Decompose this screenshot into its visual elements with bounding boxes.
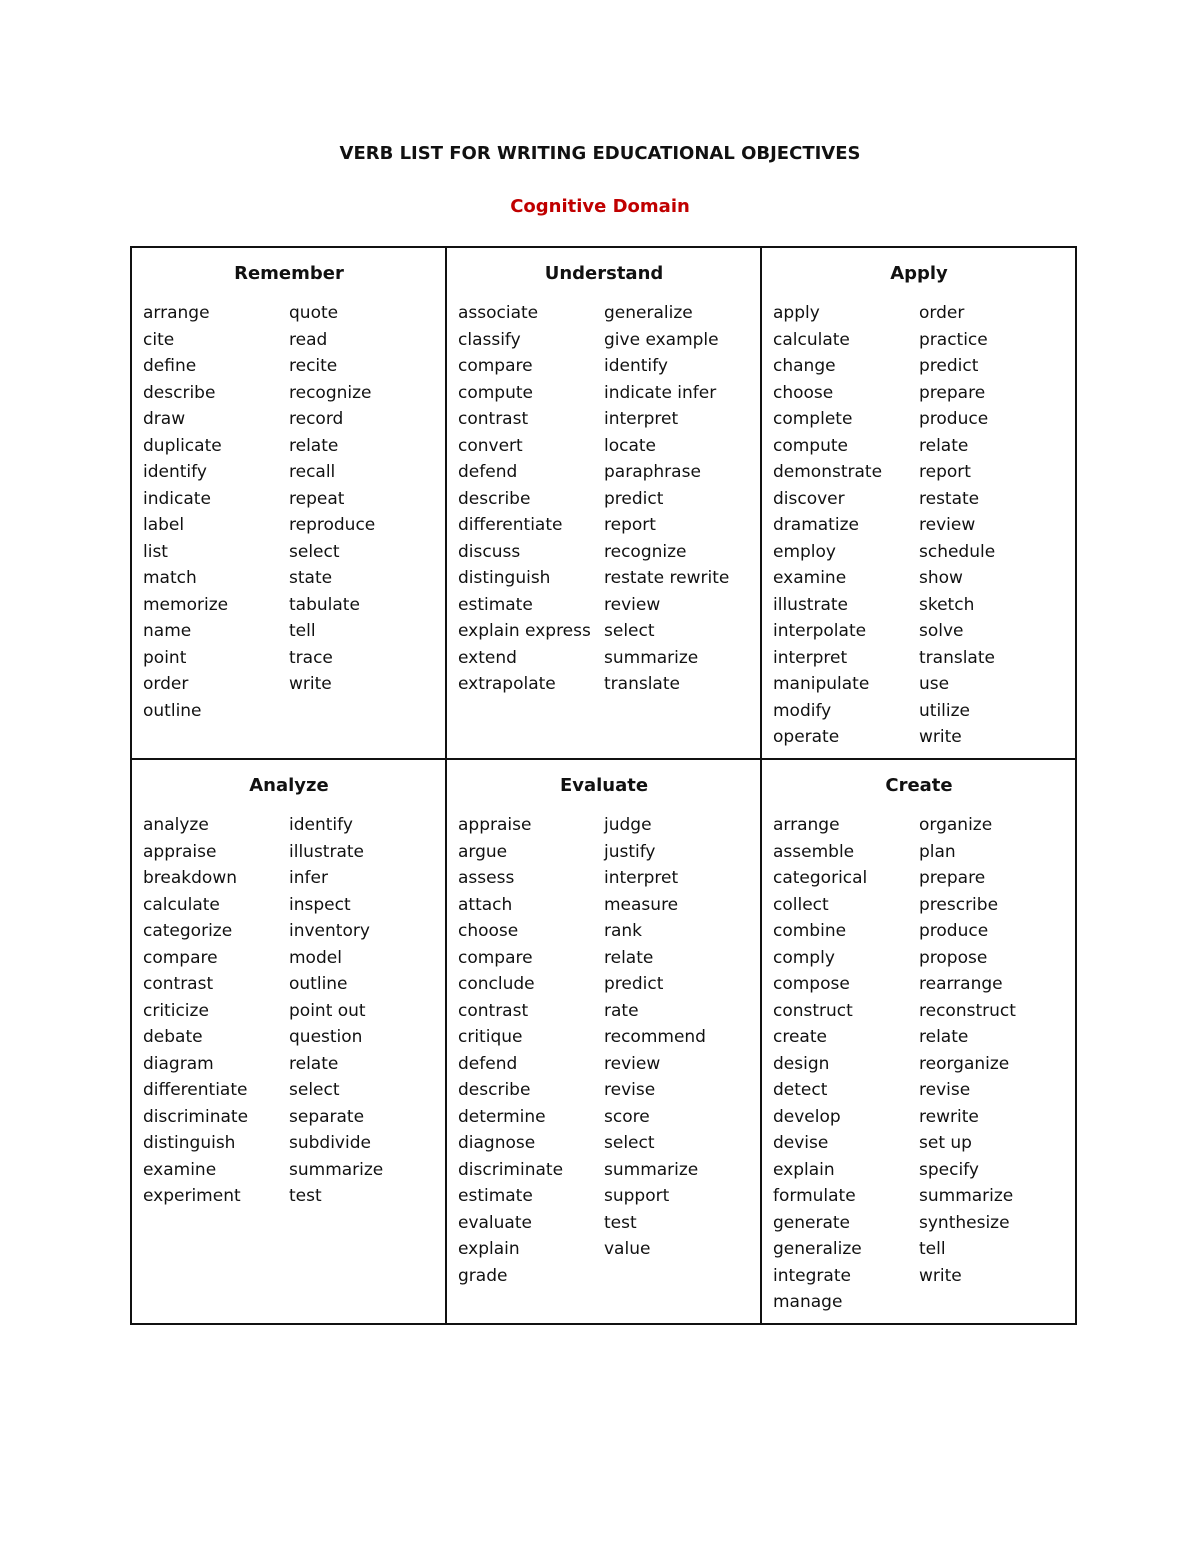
verb-item: prepare [919, 382, 986, 403]
verb-item: comply [773, 947, 835, 968]
verb-item: write [919, 1265, 962, 1286]
verb-item: identify [143, 462, 207, 482]
verb-item: plan [919, 841, 956, 862]
verb-item: compare [458, 947, 533, 968]
verb-item: review [604, 1053, 661, 1074]
verb-item: record [289, 409, 344, 429]
verb-item: tell [919, 1239, 946, 1259]
verb-item: associate [458, 303, 539, 323]
verb-item: recite [289, 356, 338, 376]
verb-item: choose [458, 921, 519, 941]
verb-item: generate [773, 1212, 851, 1233]
verb-item: compare [143, 947, 218, 968]
verb-item: score [604, 1106, 650, 1127]
verb-item: estimate [458, 594, 533, 615]
verb-item: sketch [919, 594, 975, 615]
verb-item: locate [604, 435, 657, 456]
verb-item: compute [773, 435, 848, 456]
verb-item: interpret [604, 409, 679, 429]
verb-item: discover [773, 488, 845, 509]
verb-item: interpret [604, 868, 679, 888]
verb-item: inspect [289, 894, 351, 915]
verb-item: relate [919, 435, 969, 456]
verb-item: develop [773, 1106, 841, 1127]
verb-item: collect [773, 894, 829, 915]
verb-item: extrapolate [458, 674, 556, 694]
verb-item: examine [143, 1159, 217, 1180]
verb-item: examine [773, 568, 847, 588]
verb-item: diagram [143, 1053, 214, 1074]
verb-item: practice [919, 329, 988, 350]
verb-item: reproduce [289, 515, 376, 535]
verb-item: state [289, 568, 333, 588]
verb-item: relate [289, 1053, 339, 1074]
verb-item: produce [919, 921, 989, 941]
verb-column [919, 300, 1065, 751]
verb-column [143, 300, 289, 724]
verb-item: utilize [919, 700, 970, 721]
verb-item: restate [919, 488, 980, 509]
verb-item: calculate [773, 329, 850, 350]
verb-item: summarize [604, 647, 699, 668]
verb-item: measure [604, 894, 679, 915]
verb-item: identify [604, 356, 668, 376]
verb-item: specify [919, 1159, 979, 1180]
verb-item: choose [773, 382, 834, 403]
verb-item: differentiate [143, 1080, 248, 1100]
verb-item: identify [289, 815, 353, 835]
verb-item: relate [289, 435, 339, 456]
verb-item: point [143, 647, 187, 668]
verb-item: reconstruct [919, 1000, 1016, 1021]
verb-item: support [604, 1186, 670, 1206]
verb-item: list [143, 541, 168, 562]
verb-item: diagnose [458, 1133, 536, 1153]
verb-item: synthesize [919, 1212, 1010, 1233]
page-subtitle: Cognitive Domain [510, 196, 690, 217]
verb-item: illustrate [289, 841, 364, 862]
verb-item: appraise [458, 815, 532, 835]
verb-item: inventory [289, 921, 370, 941]
verb-item: write [919, 727, 962, 747]
verb-item: dramatize [773, 515, 859, 535]
verb-item: rate [604, 1000, 639, 1021]
verb-item: explain express [458, 621, 591, 641]
verb-item: interpolate [773, 621, 867, 641]
verb-item: order [919, 303, 965, 323]
category-cell [761, 247, 1076, 759]
verb-column [773, 812, 919, 1316]
verb-item: operate [773, 727, 840, 747]
verb-item: rank [604, 921, 643, 941]
verb-item: experiment [143, 1186, 241, 1206]
verb-item: compose [773, 974, 850, 994]
verb-item: attach [458, 894, 513, 915]
verb-item: formulate [773, 1186, 856, 1206]
verb-item: relate [919, 1027, 969, 1047]
verb-item: distinguish [143, 1133, 236, 1153]
verb-item: detect [773, 1080, 828, 1100]
category-heading: Remember [234, 263, 344, 284]
verb-item: predict [919, 356, 979, 376]
verb-item: match [143, 568, 197, 588]
verb-item: prescribe [919, 894, 999, 915]
verb-item: model [289, 947, 342, 968]
verb-item: complete [773, 409, 853, 429]
verb-item: manipulate [773, 674, 870, 694]
verb-item: classify [458, 329, 521, 350]
verb-item: recognize [604, 541, 687, 562]
verb-item: generalize [773, 1239, 862, 1259]
verb-item: assemble [773, 841, 855, 862]
verb-item: devise [773, 1133, 829, 1153]
verb-item: cite [143, 329, 175, 350]
page-title: VERB LIST FOR WRITING EDUCATIONAL OBJECTIVES [339, 143, 861, 164]
verb-item: report [604, 515, 656, 535]
verb-item: discuss [458, 541, 521, 562]
verb-item: select [604, 621, 655, 641]
verb-item: value [604, 1239, 651, 1259]
verb-item: infer [289, 868, 328, 888]
verb-item: apply [773, 303, 820, 323]
verb-column [604, 812, 750, 1289]
verb-item: outline [143, 700, 202, 721]
verb-item: review [604, 594, 661, 615]
verb-item: summarize [604, 1159, 699, 1180]
verb-item: appraise [143, 841, 217, 862]
verb-item: criticize [143, 1000, 209, 1021]
verb-item: organize [919, 815, 993, 835]
category-cell [446, 759, 761, 1324]
verb-item: use [919, 674, 950, 694]
verb-item: rearrange [919, 974, 1003, 994]
verb-item: compare [458, 356, 533, 376]
verb-item: quote [289, 303, 339, 323]
verb-item: breakdown [143, 868, 237, 888]
verb-item: compute [458, 382, 533, 403]
verb-item: translate [604, 674, 680, 694]
verb-item: rewrite [919, 1106, 979, 1127]
verb-item: review [919, 515, 976, 535]
verb-item: separate [289, 1106, 365, 1127]
category-cell [761, 759, 1076, 1324]
verb-item: set up [919, 1133, 972, 1153]
category-cell [131, 759, 446, 1324]
verb-item: illustrate [773, 594, 848, 615]
verb-column [143, 812, 289, 1210]
verb-item: defend [458, 462, 518, 482]
verb-column [458, 812, 604, 1289]
verb-item: revise [604, 1080, 656, 1100]
verb-item: summarize [289, 1159, 384, 1180]
verb-item: predict [604, 974, 664, 994]
verb-item: critique [458, 1027, 523, 1047]
verb-item: describe [458, 1080, 531, 1100]
verb-item: recall [289, 462, 336, 482]
verb-item: argue [458, 841, 508, 862]
verb-item: estimate [458, 1186, 533, 1206]
verb-item: design [773, 1053, 830, 1074]
verb-item: memorize [143, 594, 229, 615]
verb-item: tabulate [289, 594, 360, 615]
verb-item: construct [773, 1000, 853, 1021]
category-heading: Understand [544, 263, 664, 284]
verb-item: test [604, 1212, 637, 1233]
verb-item: discriminate [143, 1106, 249, 1127]
verb-item: assess [458, 868, 515, 888]
verb-item: explain [458, 1239, 520, 1259]
verb-item: outline [289, 974, 348, 994]
verb-item: label [143, 515, 185, 535]
verb-item: schedule [919, 541, 996, 562]
verb-item: report [919, 462, 971, 482]
verb-item: extend [458, 647, 517, 668]
verb-item: change [773, 356, 836, 376]
verb-item: modify [773, 700, 832, 721]
verb-item: translate [919, 647, 995, 668]
verb-item: point out [289, 1000, 366, 1021]
verb-item: convert [458, 435, 523, 456]
verb-item: show [919, 568, 963, 588]
verb-item: subdivide [289, 1133, 371, 1153]
verb-item: write [289, 674, 332, 694]
category-cell [131, 247, 446, 759]
verb-item: generalize [604, 303, 693, 323]
verb-item: indicate [143, 488, 211, 509]
verb-item: grade [458, 1265, 508, 1286]
verb-item: determine [458, 1106, 546, 1127]
verb-item: prepare [919, 868, 986, 888]
verb-item: solve [919, 621, 964, 641]
verb-item: define [143, 356, 197, 376]
verb-item: create [773, 1027, 827, 1047]
verb-item: demonstrate [773, 462, 883, 482]
verb-item: manage [773, 1292, 843, 1312]
verb-item: debate [143, 1027, 203, 1047]
verb-item: discriminate [458, 1159, 564, 1180]
verb-item: justify [604, 841, 656, 862]
verb-item: contrast [143, 974, 214, 994]
verb-item: defend [458, 1053, 518, 1074]
verb-item: select [604, 1133, 655, 1153]
verb-item: recognize [289, 382, 372, 403]
verb-column [604, 300, 750, 698]
verb-item: judge [604, 815, 652, 835]
verb-item: conclude [458, 974, 535, 994]
verb-item: select [289, 541, 340, 562]
verb-item: name [143, 621, 192, 641]
verb-column [289, 300, 435, 724]
verb-item: combine [773, 921, 847, 941]
verb-item: repeat [289, 488, 345, 509]
verb-item: paraphrase [604, 462, 701, 482]
verb-item: order [143, 674, 189, 694]
verb-item: differentiate [458, 515, 563, 535]
verb-item: select [289, 1080, 340, 1100]
verb-item: interpret [773, 647, 848, 668]
verb-item: relate [604, 947, 654, 968]
verb-item: predict [604, 488, 664, 509]
verb-item: categorical [773, 868, 868, 888]
verb-item: employ [773, 541, 836, 562]
category-heading: Apply [890, 263, 948, 284]
category-heading: Create [885, 775, 953, 796]
category-heading: Evaluate [559, 775, 649, 796]
verb-item: revise [919, 1080, 971, 1100]
verb-item: produce [919, 409, 989, 429]
verb-item: categorize [143, 921, 233, 941]
verb-item: integrate [773, 1265, 851, 1286]
verb-item: read [289, 329, 328, 350]
verb-item: give example [604, 329, 719, 350]
verb-item: recommend [604, 1027, 706, 1047]
verb-item: contrast [458, 409, 529, 429]
category-heading: Analyze [249, 775, 329, 796]
verb-table [130, 246, 1077, 1325]
verb-item: describe [143, 382, 216, 403]
verb-item: indicate infer [604, 382, 717, 403]
verb-item: calculate [143, 894, 220, 915]
verb-item: explain [773, 1159, 835, 1180]
verb-item: analyze [143, 815, 209, 835]
verb-item: describe [458, 488, 531, 509]
category-cell [446, 247, 761, 759]
verb-item: reorganize [919, 1053, 1010, 1074]
verb-item: restate rewrite [604, 568, 730, 588]
verb-item: question [289, 1027, 363, 1047]
verb-item: test [289, 1186, 322, 1206]
verb-item: contrast [458, 1000, 529, 1021]
verb-item: arrange [773, 815, 840, 835]
verb-item: draw [143, 409, 186, 429]
verb-item: trace [289, 647, 333, 668]
verb-item: evaluate [458, 1212, 532, 1233]
verb-item: arrange [143, 303, 210, 323]
verb-item: summarize [919, 1186, 1014, 1206]
verb-column [289, 812, 435, 1210]
verb-item: tell [289, 621, 316, 641]
verb-column [919, 812, 1065, 1316]
verb-item: propose [919, 947, 988, 968]
verb-column [458, 300, 604, 698]
verb-item: distinguish [458, 568, 551, 588]
verb-column [773, 300, 919, 751]
verb-item: duplicate [143, 435, 222, 456]
